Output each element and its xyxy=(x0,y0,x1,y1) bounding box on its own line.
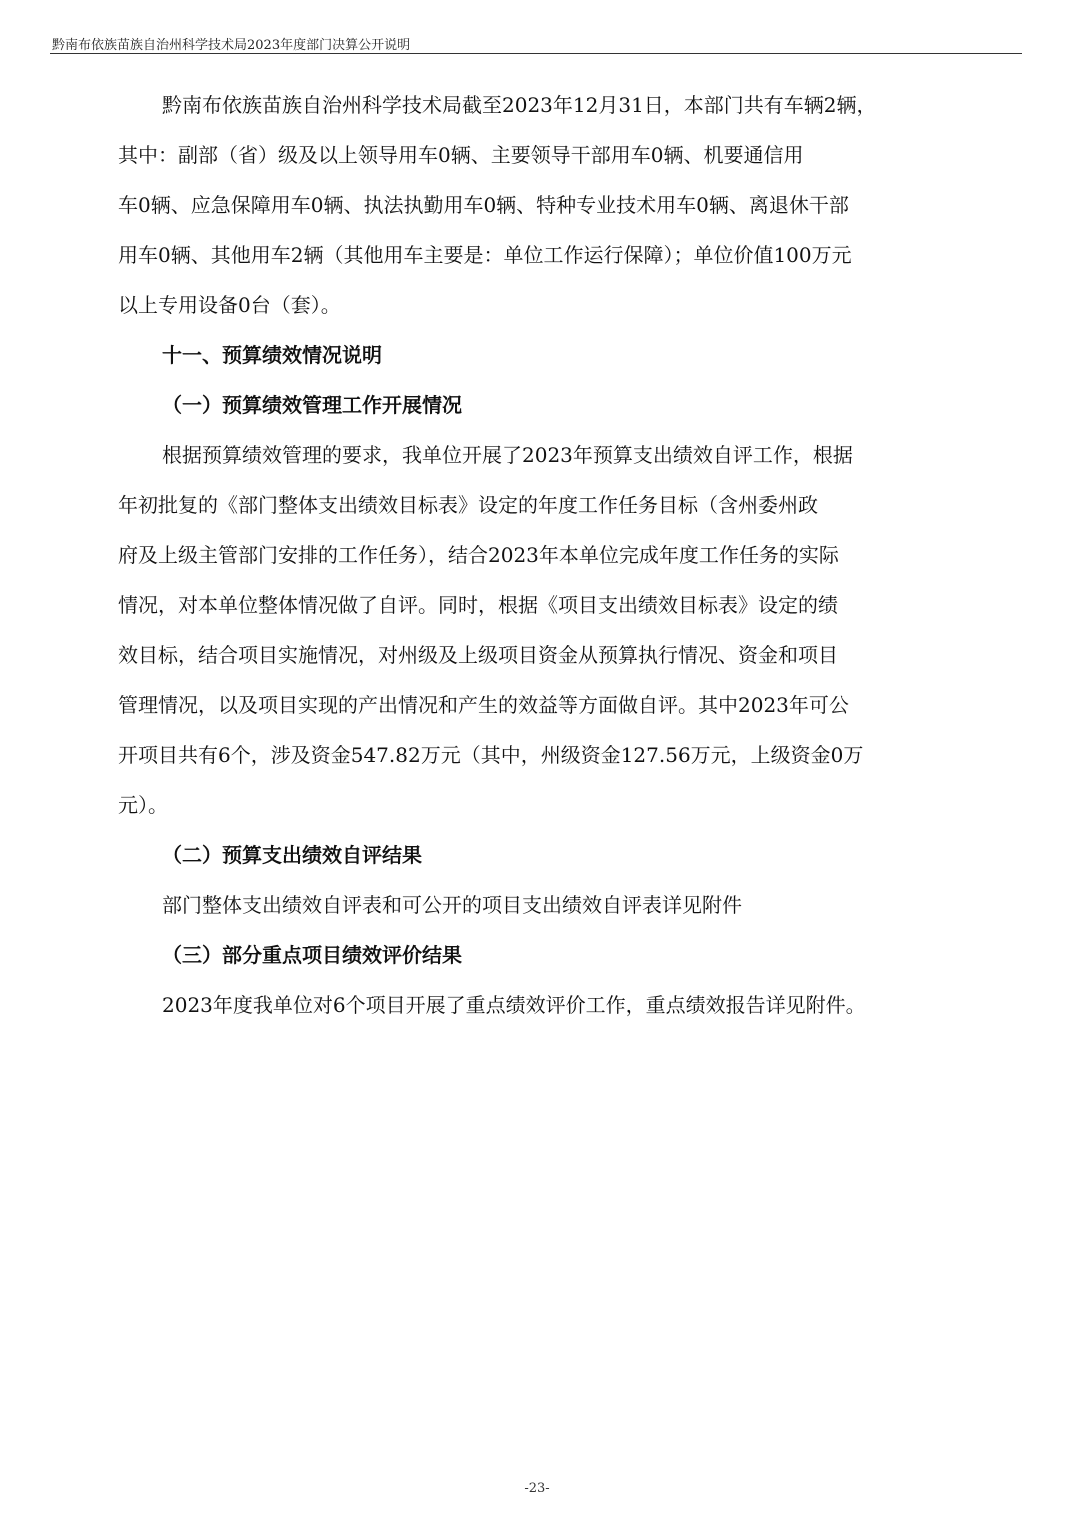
paragraph-line: 开项目共有6个，涉及资金547.82万元（其中，州级资金127.56万元，上级资金0万 xyxy=(118,743,864,767)
document-body xyxy=(118,85,960,1035)
page-number: -23- xyxy=(524,1481,550,1496)
paragraph-line: 用车0辆、其他用车2辆（其他用车主要是：单位工作运行保障）；单位价值100万元 xyxy=(118,243,852,267)
section-heading: 十一、预算绩效情况说明 xyxy=(162,343,382,367)
vehicle-paragraph xyxy=(118,85,960,335)
paragraph-line: 以上专用设备0台（套）。 xyxy=(118,293,341,317)
paragraph-line: 效目标，结合项目实施情况，对州级及上级项目资金从预算执行情况、资金和项目 xyxy=(118,643,838,667)
header-divider xyxy=(50,53,1022,54)
paragraph-line: 2023年度我单位对6个项目开展了重点绩效评价工作，重点绩效报告详见附件。 xyxy=(162,993,866,1017)
paragraph-line: 管理情况，以及项目实现的产出情况和产生的效益等方面做自评。其中2023年可公 xyxy=(118,693,849,717)
paragraph-line: 车0辆、应急保障用车0辆、执法执勤用车0辆、特种专业技术用车0辆、离退休干部 xyxy=(118,193,849,217)
paragraph-line: 年初批复的《部门整体支出绩效目标表》设定的年度工作任务目标（含州委州政 xyxy=(118,493,818,517)
paragraph-line: 黔南布依族苗族自治州科学技术局截至2023年12月31日，本部门共有车辆2辆， xyxy=(162,93,877,117)
subsection-heading: （二）预算支出绩效自评结果 xyxy=(162,843,422,867)
paragraph-line: 元）。 xyxy=(118,793,168,817)
paragraph-line: 其中：副部（省）级及以上领导用车0辆、主要领导干部用车0辆、机要通信用 xyxy=(118,143,804,167)
paragraph-line: 情况，对本单位整体情况做了自评。同时，根据《项目支出绩效目标表》设定的绩 xyxy=(118,593,838,617)
performance-management-paragraph xyxy=(118,435,960,835)
paragraph-line: 根据预算绩效管理的要求，我单位开展了2023年预算支出绩效自评工作，根据 xyxy=(162,443,853,467)
subsection-heading: （三）部分重点项目绩效评价结果 xyxy=(162,943,462,967)
paragraph-line: 部门整体支出绩效自评表和可公开的项目支出绩效自评表详见附件 xyxy=(162,893,742,917)
document-header-title: 黔南布依族苗族自治州科学技术局2023年度部门决算公开说明 xyxy=(52,38,411,53)
subsection-heading: （一）预算绩效管理工作开展情况 xyxy=(162,393,462,417)
paragraph-line: 府及上级主管部门安排的工作任务），结合2023年本单位完成年度工作任务的实际 xyxy=(118,543,839,567)
